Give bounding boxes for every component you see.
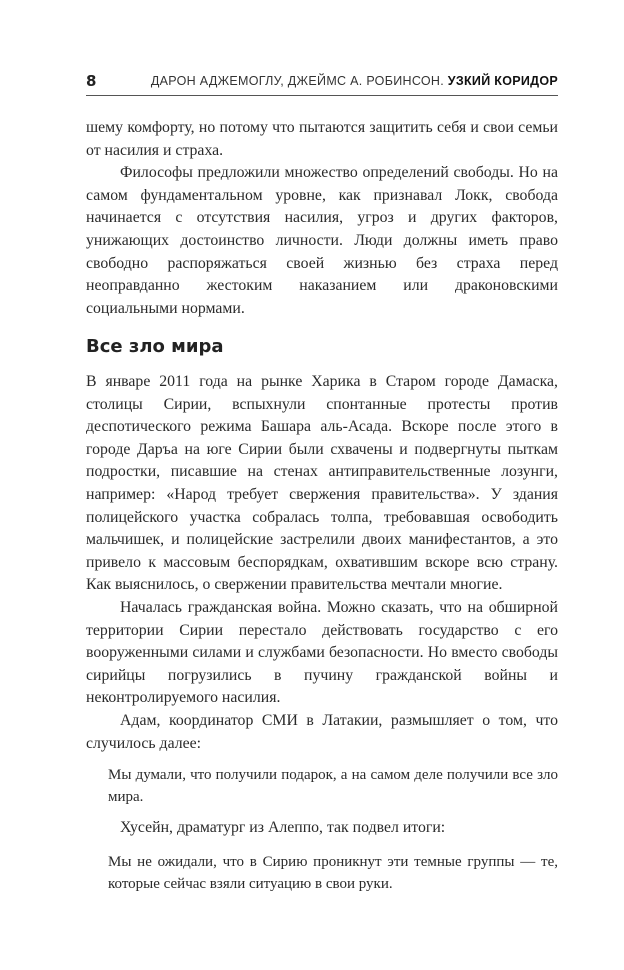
section-text	[86, 371, 558, 755]
section-heading: Все зло мира	[86, 336, 224, 357]
header-rule	[86, 95, 558, 96]
page-number: 8	[86, 72, 97, 90]
block-quote	[108, 851, 558, 895]
page-header	[86, 71, 558, 95]
running-head-authors: ДАРОН АДЖЕМОГЛУ, ДЖЕЙМС А. РОБИНСОН.	[150, 74, 444, 88]
intro-text	[86, 117, 558, 320]
running-head-title: УЗКИЙ КОРИДОР	[447, 74, 558, 88]
paragraph: Адам, координатор СМИ в Латакии, размышляет о том, что случилось далее:	[86, 711, 558, 752]
paragraph: Хусейн, драматург из Алеппо, так подвел итоги:	[120, 819, 446, 836]
paragraph: В январе 2011 года на рынке Харика в Старом городе Дамаска, столицы Сирии, вспыхнули спонтанные протесты против деспотического режима Башара аль-Асада. Вскоре после этого в городе Даръа на юге Сирии были схвачены и подвергнуты пыткам подростки, писавшие на стенах антиправительственные лозунги, например: «Народ требует свержения правительства». У здания полицейского участка собралась толпа, требовавшая освободить мальчишек, и полицейские застрелили двоих манифестантов, а это привело к массовым беспорядкам, охватившим вскоре всю страну. Как выяснилось, о свержении правительства мечтали многие.	[86, 373, 558, 594]
quote-text: Мы не ожидали, что в Сирию проникнут эти темные группы — те, которые сейчас взяли ситуацию в свои руки.	[108, 854, 558, 892]
paragraph: Философы предложили множество определений свободы. Но на самом фундаментальном уровне, как признавал Локк, свобода начинается с отсутствия насилия, угроз и других факторов, унижающих достоинство личности. Люди должны иметь право свободно распоряжаться своей жизнью без страха перед неоправданно жестоким наказанием или драконовскими социальными нормами.	[86, 164, 558, 317]
quote-intro	[86, 817, 558, 840]
running-head	[151, 73, 558, 89]
quote-text: Мы думали, что получили подарок, а на самом деле получили все зло мира.	[108, 767, 558, 805]
block-quote	[108, 764, 558, 808]
paragraph: Началась гражданская война. Можно сказать, что на обширной территории Сирии перестало действовать государство с его вооруженными силами и службами безопасности. Но вместо свободы сирийцы погрузились в пучину гражданской войны и неконтролируемого насилия.	[86, 598, 558, 707]
paragraph-continued: шему комфорту, но потому что пытаются защитить себя и свои семьи от насилия и страха.	[86, 119, 558, 159]
